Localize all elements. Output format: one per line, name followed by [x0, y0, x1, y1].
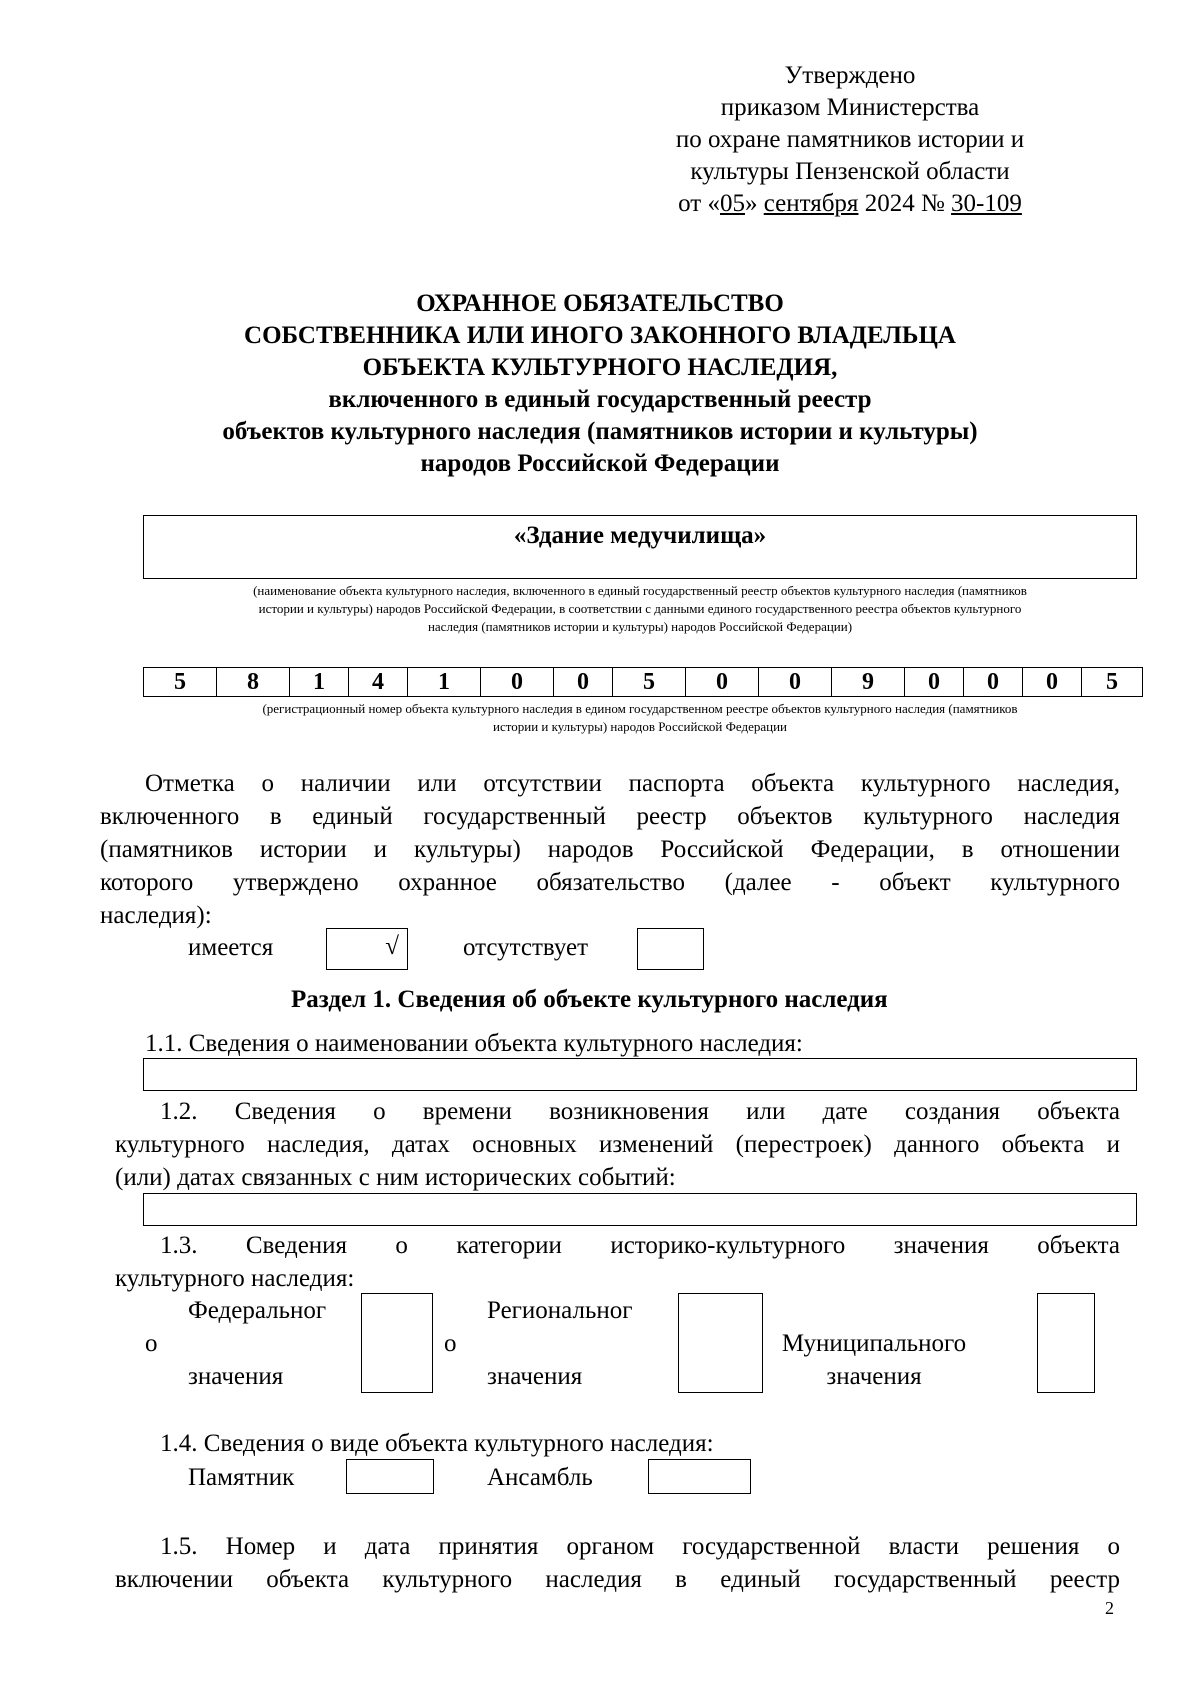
passport-absent-label: отсутствует: [463, 934, 589, 961]
approval-line-2: приказом Министерства: [720, 94, 980, 121]
title-line-6: народов Российской Федерации: [420, 450, 780, 477]
object-name-caption-3: наследия (памятников истории и культуры) народов Российской Федерации): [427, 619, 853, 634]
approval-month: сентября: [763, 190, 859, 217]
approval-day: 05: [719, 190, 745, 217]
title-line-3: ОБЪЕКТА КУЛЬТУРНОГО НАСЛЕДИЯ,: [362, 354, 838, 381]
approval-stamp: [640, 60, 1060, 220]
item-1-2-field[interactable]: [143, 1193, 1137, 1226]
reg-digit: 0: [964, 668, 1023, 697]
monument-checkbox[interactable]: [346, 1459, 434, 1494]
ensemble-label: Ансамбль: [487, 1464, 593, 1491]
approval-year: 2024 №: [858, 190, 952, 217]
municipal-label-b: значения: [826, 1363, 922, 1390]
reg-digit: 0: [905, 668, 964, 697]
object-name-value: «Здание медучилища»: [513, 522, 767, 549]
item-1-5-line-1: 1.5. Номер и дата принятия органом государственной власти решения о: [160, 1533, 1120, 1560]
federal-label-b: о: [145, 1330, 158, 1357]
federal-label-c: значения: [188, 1363, 284, 1390]
object-name-caption-1: (наименование объекта культурного наследия, включенного в единый государственный реестр объектов культурного наследия (памятников: [253, 583, 1027, 598]
reg-digit: 5: [144, 668, 217, 697]
reg-digit: 0: [554, 668, 613, 697]
passport-line-1: Отметка о наличии или отсутствии паспорта объекта культурного наследия,: [145, 770, 1120, 797]
federal-label-a: Федеральног: [188, 1297, 327, 1324]
reg-digit: 5: [613, 668, 686, 697]
registration-caption: [130, 700, 1150, 736]
reg-digit: 9: [832, 668, 905, 697]
approval-prefix: от «: [678, 190, 720, 217]
section1-heading: Раздел 1. Сведения об объекте культурного наследия: [291, 986, 888, 1013]
approval-date-line: [640, 188, 1060, 220]
approval-mid: »: [744, 190, 764, 217]
title-line-4: включенного в единый государственный реестр: [328, 386, 872, 413]
passport-line-2: включенного в единый государственный реестр объектов культурного наследия: [100, 803, 1120, 830]
item-1-2-line-3: (или) датах связанных с ним исторических событий:: [115, 1164, 676, 1191]
reg-digit: 0: [1023, 668, 1082, 697]
object-name-caption: [130, 582, 1150, 636]
passport-line-3: (памятников истории и культуры) народов Российской Федерации, в отношении: [100, 836, 1120, 863]
passport-has-label: имеется: [188, 934, 274, 961]
passport-absent-checkbox[interactable]: [637, 928, 704, 970]
registration-caption-1: (регистрационный номер объекта культурного наследия в едином государственном реестре объектов культурного наследия (памятников: [262, 701, 1018, 716]
reg-digit: 4: [349, 668, 408, 697]
approval-line-4: культуры Пензенской области: [690, 158, 1010, 185]
municipal-label-a: Муниципального: [781, 1330, 967, 1357]
regional-label-c: значения: [487, 1363, 583, 1390]
municipal-checkbox[interactable]: [1037, 1293, 1095, 1393]
registration-number-table: [143, 667, 1143, 697]
check-mark-icon: √: [385, 933, 399, 960]
ensemble-checkbox[interactable]: [648, 1459, 751, 1494]
passport-line-5: наследия):: [100, 902, 212, 929]
item-1-1-field[interactable]: [143, 1058, 1137, 1091]
title-line-5: объектов культурного наследия (памятников истории и культуры): [222, 418, 978, 445]
item-1-2-line-1: 1.2. Сведения о времени возникновения или дате создания объекта: [160, 1098, 1120, 1125]
page-number: 2: [1105, 1598, 1114, 1618]
federal-checkbox[interactable]: [361, 1293, 433, 1393]
passport-line-4: которого утверждено охранное обязательство (далее - объект культурного: [100, 869, 1120, 896]
regional-label-b: о: [444, 1330, 457, 1357]
registration-caption-2: истории и культуры) народов Российской Федерации: [493, 719, 787, 734]
monument-label: Памятник: [188, 1464, 295, 1491]
item-1-4: 1.4. Сведения о виде объекта культурного наследия:: [160, 1430, 714, 1457]
item-1-5-line-2: включении объекта культурного наследия в единый государственный реестр: [115, 1566, 1120, 1593]
regional-checkbox[interactable]: [678, 1293, 763, 1393]
document-title: [100, 288, 1100, 480]
reg-digit: 1: [408, 668, 481, 697]
title-line-2: СОБСТВЕННИКА ИЛИ ИНОГО ЗАКОННОГО ВЛАДЕЛЬЦА: [244, 322, 956, 349]
regional-label-a: Региональног: [487, 1297, 633, 1324]
reg-digit: 8: [217, 668, 290, 697]
reg-digit: 1: [290, 668, 349, 697]
reg-digit: 5: [1082, 668, 1143, 697]
item-1-1: 1.1. Сведения о наименовании объекта культурного наследия:: [145, 1030, 803, 1057]
reg-digit: 0: [686, 668, 759, 697]
approval-number: 30-109: [951, 190, 1022, 217]
approval-line-3: по охране памятников истории и: [675, 126, 1025, 153]
approval-line-1: Утверждено: [784, 62, 916, 89]
item-1-2-line-2: культурного наследия, датах основных изменений (перестроек) данного объекта и: [115, 1131, 1120, 1158]
object-name-caption-2: истории и культуры) народов Российской Федерации, в соответствии с данными единого государственного реестра объектов культурного: [258, 601, 1022, 616]
title-line-1: ОХРАННОЕ ОБЯЗАТЕЛЬСТВО: [416, 290, 784, 317]
item-1-3-line-2: культурного наследия:: [115, 1265, 355, 1292]
reg-digit: 0: [481, 668, 554, 697]
item-1-3-line-1: 1.3. Сведения о категории историко-культурного значения объекта: [160, 1232, 1120, 1259]
reg-digit: 0: [759, 668, 832, 697]
passport-has-checkbox[interactable]: [326, 928, 408, 970]
